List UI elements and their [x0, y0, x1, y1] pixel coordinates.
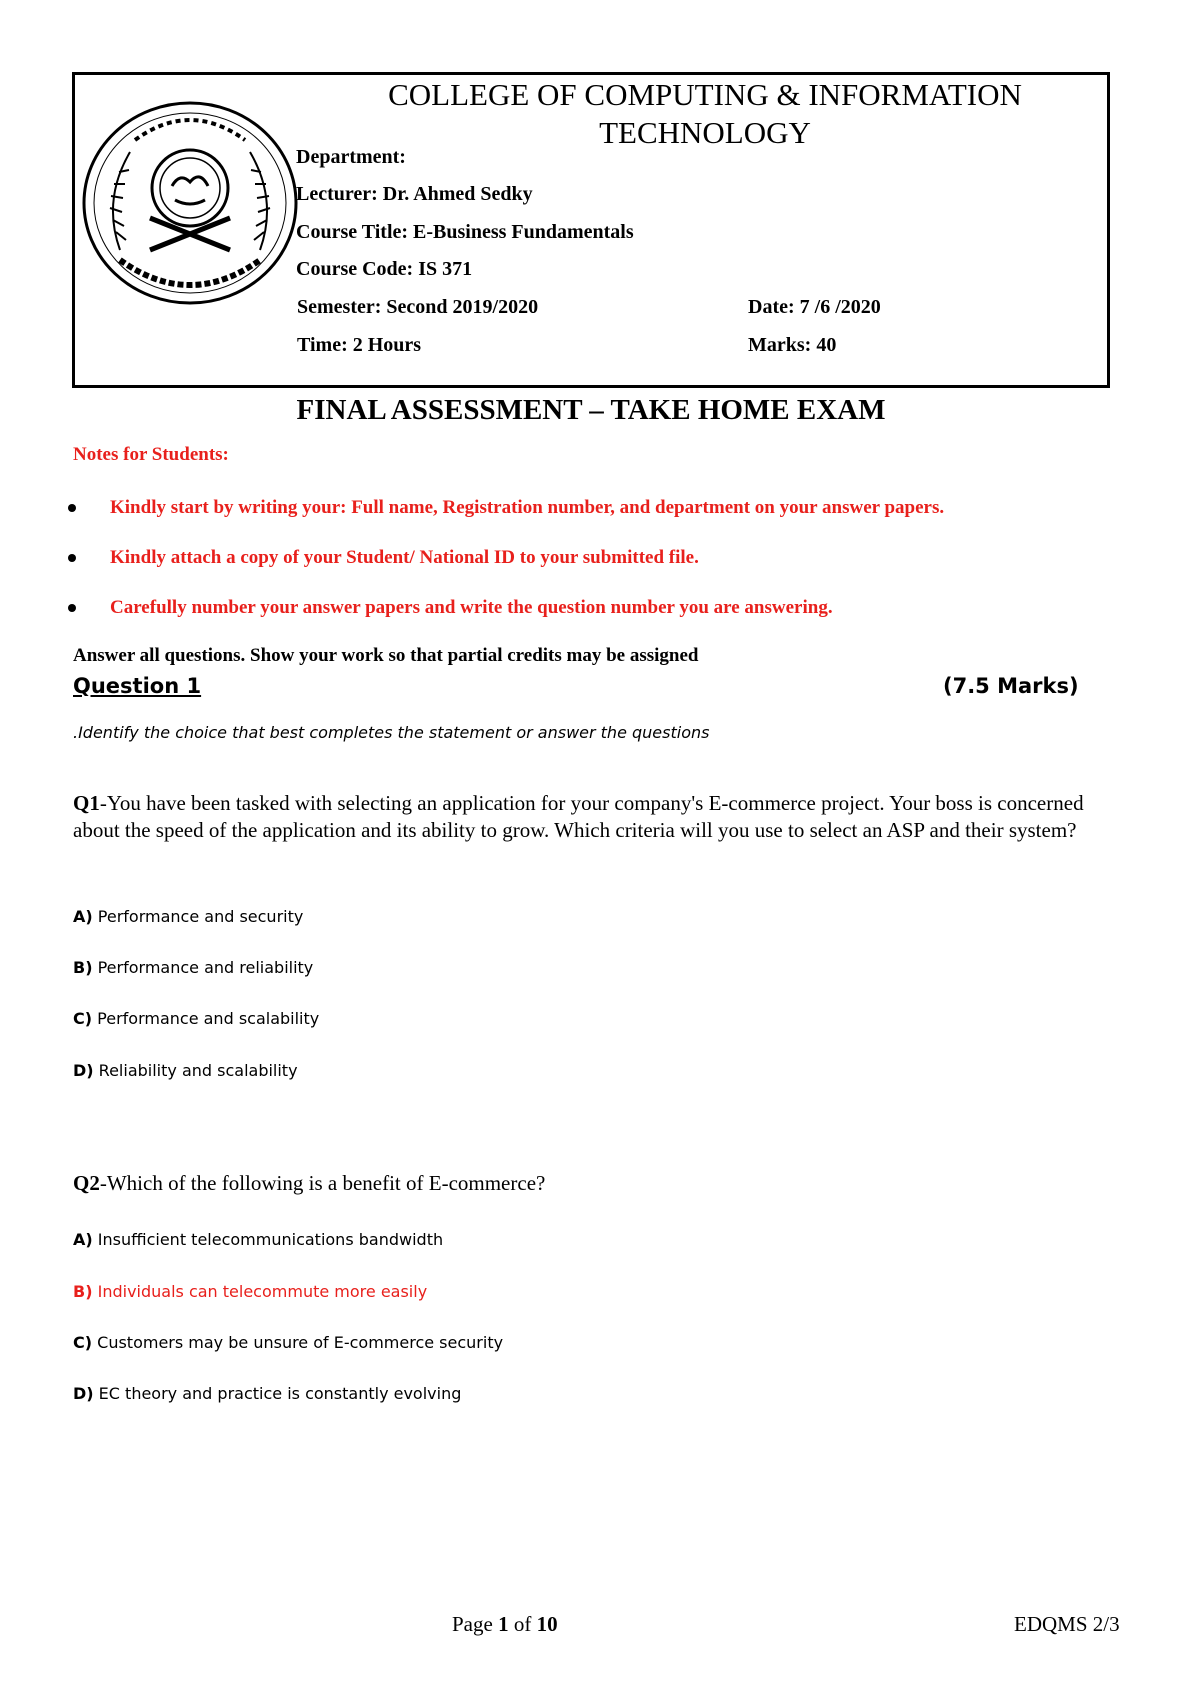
- option-text: Reliability and scalability: [93, 1061, 298, 1080]
- course-code: Course Code: IS 371: [296, 258, 473, 280]
- question-label: Q2: [73, 1171, 100, 1195]
- note-text: Kindly attach a copy of your Student/ National ID to your submitted file.: [110, 547, 699, 568]
- question-q1: [73, 790, 1133, 844]
- department-label: Department:: [296, 146, 406, 168]
- page-of: of: [508, 1612, 537, 1636]
- option-text: Performance and reliability: [92, 958, 314, 977]
- question-label: Q1: [73, 791, 100, 815]
- exam-time: Time: 2 Hours: [297, 334, 422, 356]
- bullet-icon: [68, 504, 76, 512]
- option-letter: A): [73, 907, 93, 926]
- q1-option-d: [73, 1061, 298, 1080]
- option-text: Performance and security: [92, 907, 304, 926]
- page-current: 1: [498, 1612, 509, 1636]
- option-letter: C): [73, 1009, 93, 1028]
- question-instruction: .Identify the choice that best completes the statement or answer the questions: [73, 723, 710, 742]
- page-number: [452, 1612, 558, 1637]
- option-text: Insufficient telecommunications bandwidth: [92, 1230, 444, 1249]
- answer-all-instruction: Answer all questions. Show your work so that partial credits may be assigned: [73, 645, 699, 666]
- question-text: -You have been tasked with selecting an application for your company's E-commerce project. Your boss is concerned about the speed of the application and its ability to grow. Which criteria will you use to select an ASP and their system?: [73, 791, 1084, 842]
- option-text: EC theory and practice is constantly evolving: [93, 1384, 462, 1403]
- question-text: -Which of the following is a benefit of E-commerce?: [99, 1171, 546, 1195]
- q1-option-b: [73, 958, 313, 977]
- bullet-icon: [68, 604, 76, 612]
- option-text: Customers may be unsure of E-commerce security: [92, 1333, 504, 1352]
- q2-option-d: [73, 1384, 461, 1403]
- course-title: Course Title: E-Business Fundamentals: [296, 221, 634, 243]
- exam-title: FINAL ASSESSMENT – TAKE HOME EXAM: [296, 394, 886, 426]
- bullet-icon: [68, 554, 76, 562]
- option-text: Performance and scalability: [92, 1009, 320, 1028]
- option-text: Individuals can telecommute more easily: [92, 1282, 428, 1301]
- question-heading: Question 1: [73, 674, 202, 698]
- q2-option-c: [73, 1333, 503, 1352]
- lecturer: Lecturer: Dr. Ahmed Sedky: [296, 183, 533, 205]
- option-letter: D): [73, 1384, 94, 1403]
- option-letter: C): [73, 1333, 93, 1352]
- college-name: COLLEGE OF COMPUTING & INFORMATION TECHNOLOGY: [388, 77, 1022, 150]
- q2-option-b-highlighted: [73, 1282, 427, 1301]
- page-prefix: Page: [452, 1612, 499, 1636]
- question-q2: [73, 1170, 1133, 1197]
- option-letter: A): [73, 1230, 93, 1249]
- question-marks: (7.5 Marks): [943, 674, 1079, 698]
- notes-title: Notes for Students:: [73, 444, 229, 465]
- option-letter: B): [73, 958, 93, 977]
- semester: Semester: Second 2019/2020: [297, 296, 539, 318]
- note-text: Kindly start by writing your: Full name, Registration number, and department on your answer papers.: [110, 497, 945, 518]
- exam-date: Date: 7 /6 /2020: [748, 296, 881, 318]
- option-letter: B): [73, 1282, 93, 1301]
- document-code: EDQMS 2/3: [1014, 1612, 1120, 1636]
- total-marks: Marks: 40: [748, 334, 837, 356]
- note-text: Carefully number your answer papers and write the question number you are answering.: [110, 597, 833, 618]
- page-total: 10: [536, 1612, 558, 1636]
- q1-option-a: [73, 907, 303, 926]
- option-letter: D): [73, 1061, 94, 1080]
- q1-option-c: [73, 1009, 319, 1028]
- q2-option-a: [73, 1230, 443, 1249]
- university-seal-logo: [80, 100, 300, 306]
